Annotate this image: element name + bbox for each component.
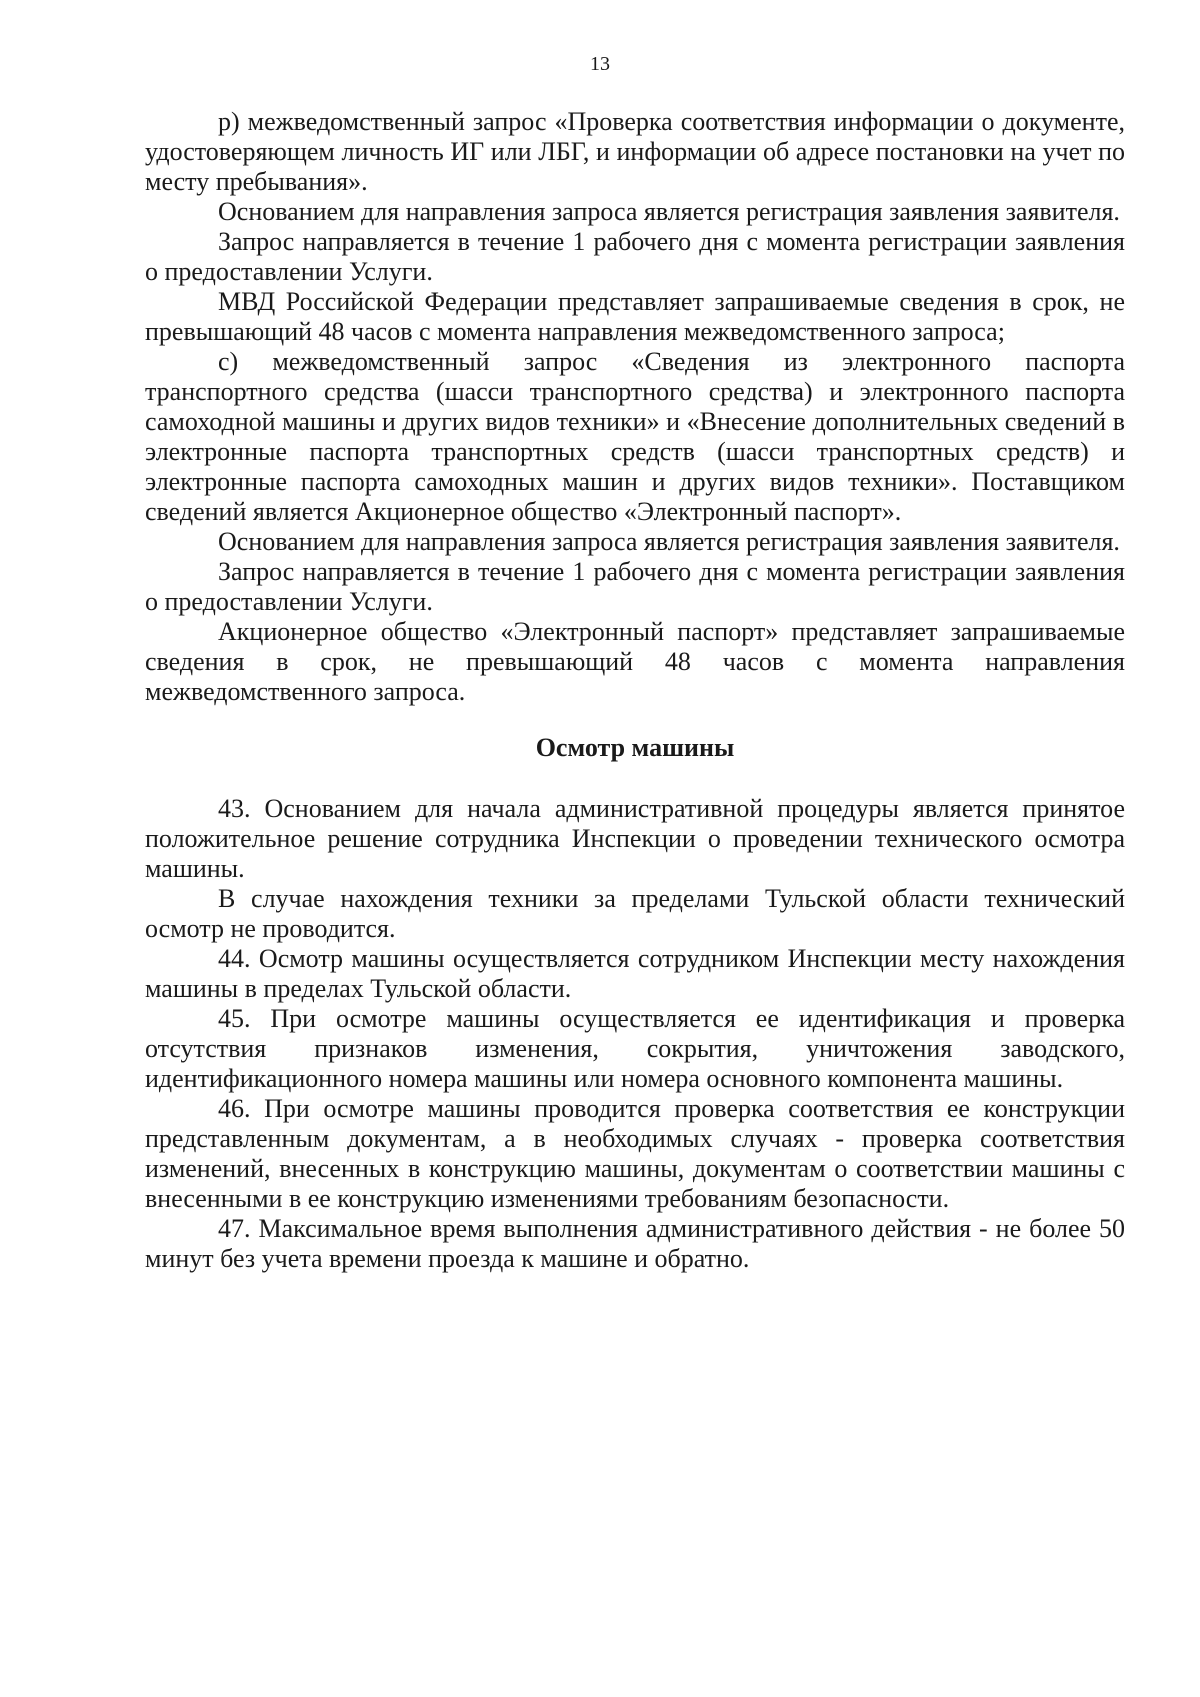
paragraph-47: 47. Максимальное время выполнения административного действия - не более 50 минут без учета времени проезда к машине и обратно. <box>145 1214 1125 1273</box>
paragraph: МВД Российской Федерации представляет запрашиваемые сведения в срок, не превышающий 48 часов с момента направления межведомственного запроса; <box>145 287 1125 346</box>
paragraph: Основанием для направления запроса является регистрация заявления заявителя. <box>218 197 1120 226</box>
paragraph-44: 44. Осмотр машины осуществляется сотрудником Инспекции месту нахождения машины в пределах Тульской области. <box>145 944 1125 1003</box>
paragraph: Запрос направляется в течение 1 рабочего дня с момента регистрации заявления о предоставлении Услуги. <box>145 227 1125 286</box>
paragraph-r: р) межведомственный запрос «Проверка соответствия информации о документе, удостоверяющем личность ИГ или ЛБГ, и информации об адресе постановки на учет по месту пребывания». <box>145 107 1125 196</box>
paragraph-46: 46. При осмотре машины проводится проверка соответствия ее конструкции представленным документам, а в необходимых случаях - проверка соответствия изменений, внесенных в конструкцию машины, документам о соответствии машины с внесенными в ее конструкцию изменениями требованиям безопасности. <box>145 1094 1125 1213</box>
document-body <box>145 107 1125 1274</box>
paragraph-s: с) межведомственный запрос «Сведения из электронного паспорта транспортного средства (шасси транспортного средства) и электронного паспорта самоходной машины и других видов техники» и «Внесение дополнительных сведений в электронные паспорта транспортных средств (шасси транспортных средств) и электронные паспорта самоходных машин и других видов техники». Поставщиком сведений является Акционерное общество «Электронный паспорт». <box>145 347 1125 526</box>
paragraph: В случае нахождения техники за пределами Тульской области технический осмотр не проводится. <box>145 884 1125 943</box>
paragraph: Запрос направляется в течение 1 рабочего дня с момента регистрации заявления о предоставлении Услуги. <box>145 557 1125 616</box>
section-heading: Осмотр машины <box>535 733 735 762</box>
paragraph: Основанием для направления запроса является регистрация заявления заявителя. <box>218 527 1120 556</box>
paragraph-45: 45. При осмотре машины осуществляется ее идентификация и проверка отсутствия признаков изменения, сокрытия, уничтожения заводского, идентификационного номера машины или номера основного компонента машины. <box>145 1004 1125 1093</box>
paragraph: Акционерное общество «Электронный паспорт» представляет запрашиваемые сведения в срок, не превышающий 48 часов с момента направления межведомственного запроса. <box>145 617 1125 706</box>
paragraph-43: 43. Основанием для начала административной процедуры является принятое положительное решение сотрудника Инспекции о проведении технического осмотра машины. <box>145 794 1125 883</box>
page-number: 13 <box>590 53 610 75</box>
